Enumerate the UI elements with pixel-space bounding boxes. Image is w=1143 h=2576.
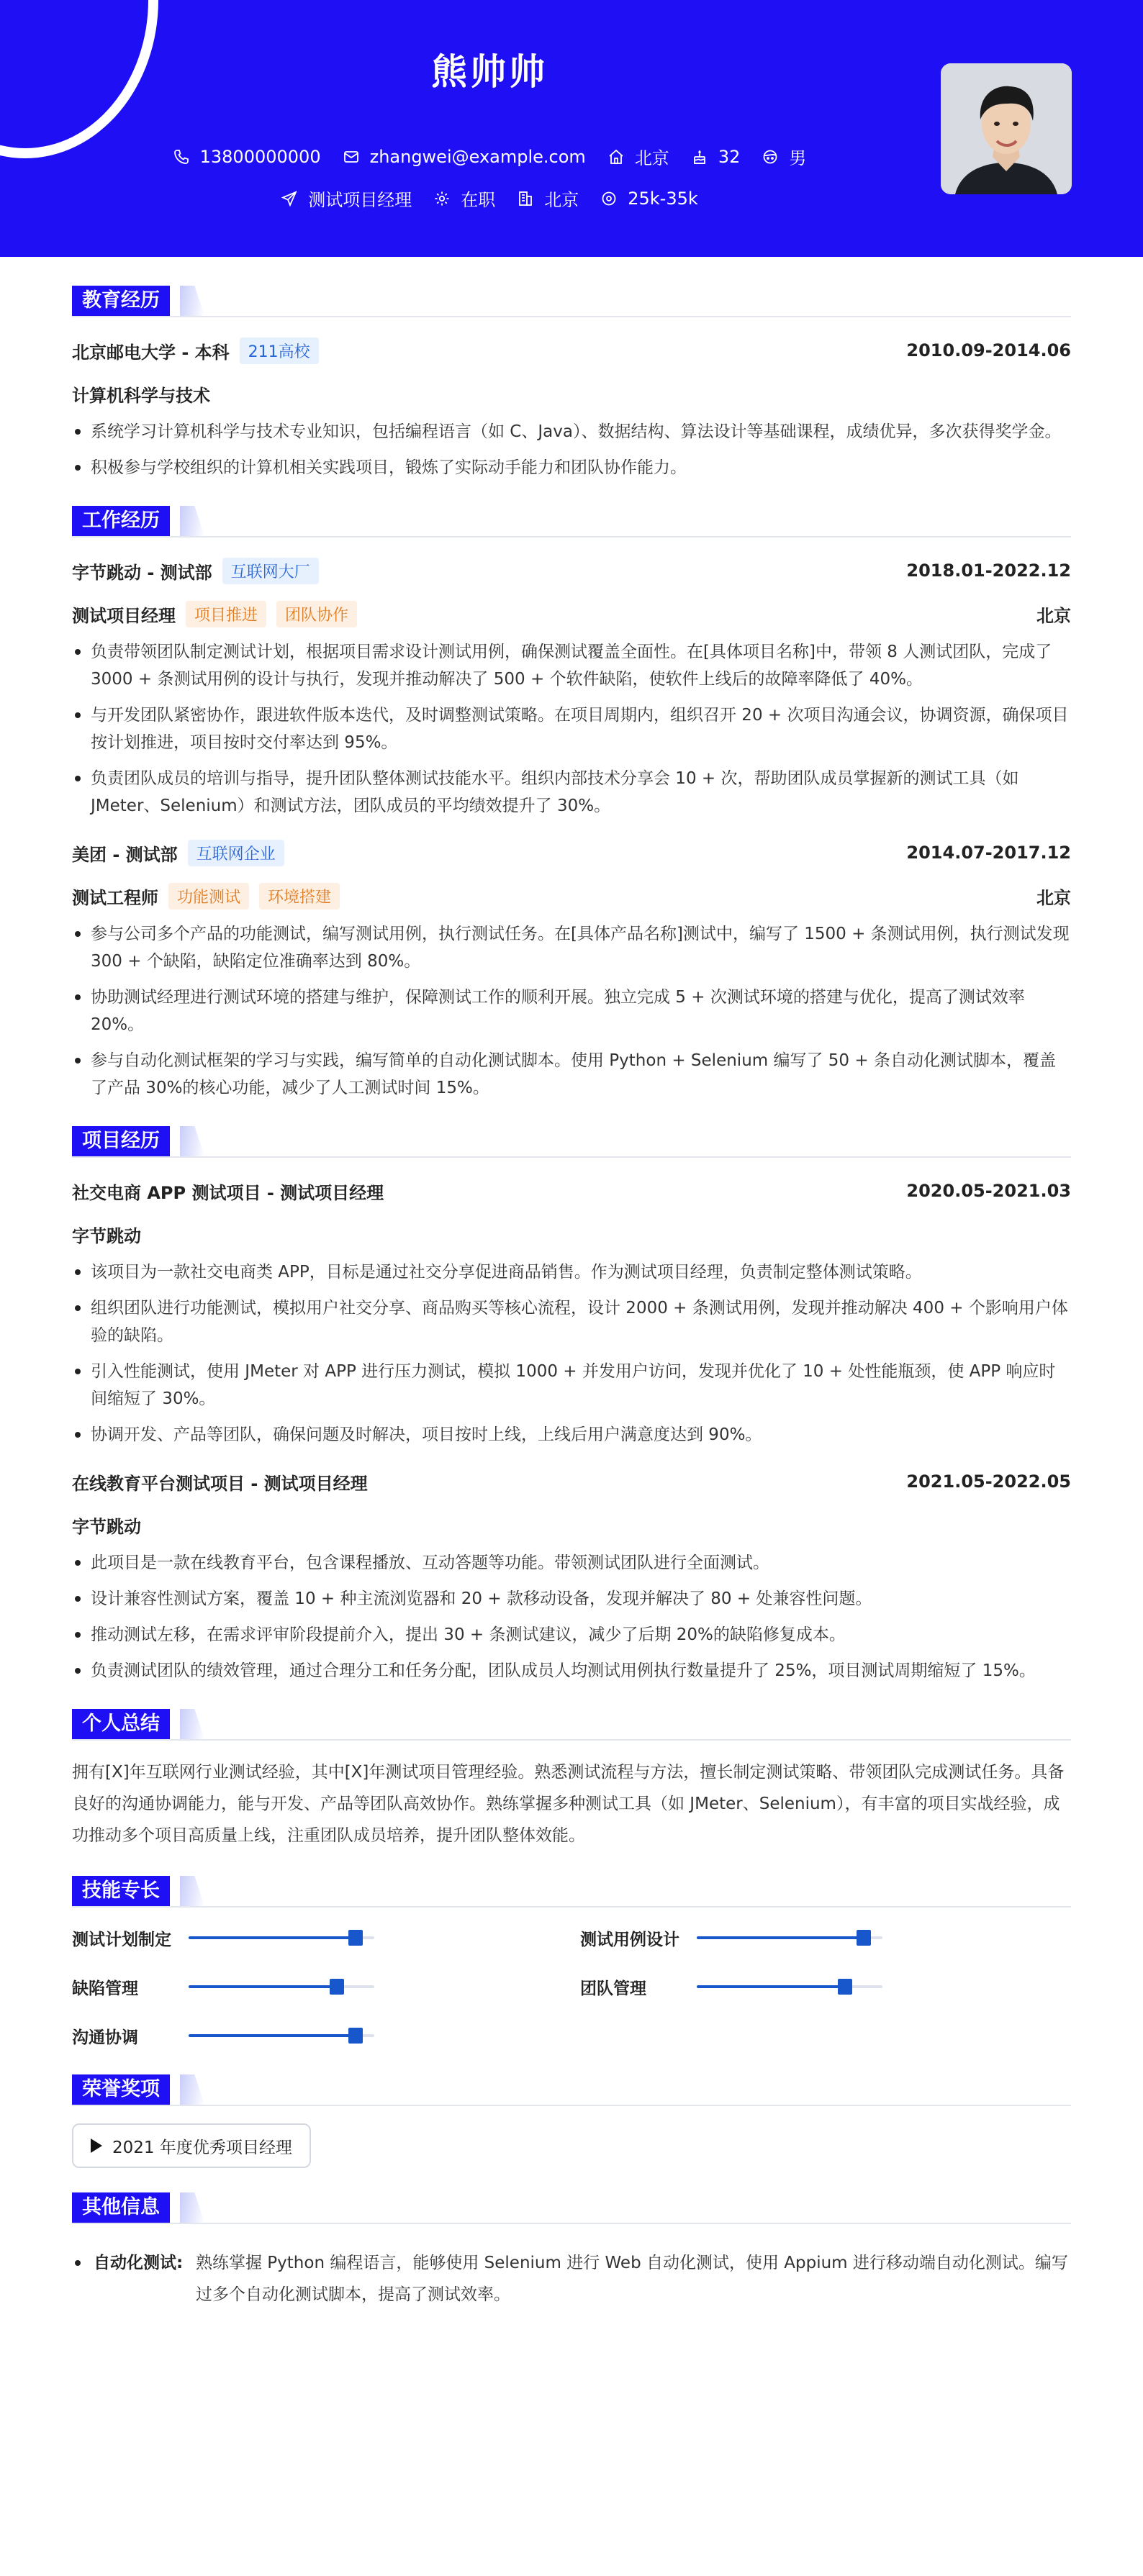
skill-level-knob — [348, 2028, 363, 2044]
gender-icon — [762, 148, 779, 165]
salary-text: 25k-35k — [628, 188, 698, 209]
section-summary-header — [72, 1706, 1071, 1741]
skill-level-bar — [189, 2034, 374, 2037]
list-item: 设计兼容性测试方案，覆盖 10 + 种主流浏览器和 20 + 款移动设备，发现并解决了 80 + 处兼容性问题。 — [72, 1585, 1071, 1613]
money-icon — [600, 190, 618, 207]
section-title: 工作经历 — [72, 506, 170, 536]
skill-item — [72, 1972, 580, 2001]
list-item: 负责带领团队制定测试计划，根据项目需求设计测试用例，确保测试覆盖全面性。在[具体项目名称]中，带领 8 人测试团队，完成了 3000 + 条测试用例的设计与执行，发现并推动解决了 500 + 个软件缺陷，使软件上线后的故障率降低了 40%。 — [72, 638, 1071, 693]
role-tag: 功能测试 — [168, 883, 249, 910]
gear-icon — [433, 190, 451, 207]
list-item: 参与公司多个产品的功能测试，编写测试用例，执行测试任务。在[具体产品名称]测试中，编写了 1500 + 条测试用例，执行测试发现 300 + 个缺陷，缺陷定位准确率达到 80%。 — [72, 920, 1071, 975]
section-title: 其他信息 — [72, 2192, 170, 2223]
list-item: 此项目是一款在线教育平台，包含课程播放、互动答题等功能。带领测试团队进行全面测试。 — [72, 1549, 1071, 1577]
list-item: 负责测试团队的绩效管理，通过合理分工和任务分配，团队成员人均测试用例执行数量提升了 25%，项目测试周期缩短了 15%。 — [72, 1657, 1071, 1684]
list-item: 参与自动化测试框架的学习与实践，编写简单的自动化测试脚本。使用 Python + Selenium 编写了 50 + 条自动化测试脚本，覆盖了产品 30%的核心功能，减少了人工测试时间 15%。 — [72, 1047, 1071, 1102]
skills-grid — [72, 1923, 1071, 2050]
city-info — [517, 186, 579, 211]
building-icon — [517, 190, 534, 207]
age-info — [691, 147, 741, 167]
send-icon — [281, 190, 298, 207]
other-info-text: 熟练掌握 Python 编程语言，能够使用 Selenium 进行 Web 自动化测试，使用 Appium 进行移动端自动化测试。编写过多个自动化测试脚本，提高了测试效率。 — [196, 2254, 1068, 2304]
list-item: 引入性能测试，使用 JMeter 对 APP 进行压力测试，模拟 1000 + 并发用户访问，发现并优化了 10 + 处性能瓶颈，使 APP 响应时间缩短了 30%。 — [72, 1358, 1071, 1412]
award-text: 2021 年度优秀项目经理 — [112, 2138, 292, 2157]
list-item: 推动测试左移，在需求评审阶段提前介入，提出 30 + 条测试建议，减少了后期 20%的缺陷修复成本。 — [72, 1621, 1071, 1648]
job-location: 北京 — [1036, 887, 1071, 908]
home-icon — [607, 148, 625, 165]
other-info-label: 自动化测试: — [72, 2247, 196, 2310]
section-projects-header — [72, 1123, 1071, 1158]
skill-name: 缺陷管理 — [72, 1979, 138, 1998]
status-text: 在职 — [461, 190, 496, 210]
project-bullets — [72, 1258, 1071, 1448]
skill-level-fill — [189, 2034, 356, 2037]
skill-name: 测试计划制定 — [72, 1930, 171, 1949]
list-item: 组织团队进行功能测试，模拟用户社交分享、商品购买等核心流程，设计 2000 + 条测试用例，发现并推动解决 400 + 个影响用户体验的缺陷。 — [72, 1294, 1071, 1349]
mail-icon — [343, 148, 360, 165]
education-bullets — [72, 418, 1071, 481]
section-title-decoration — [180, 286, 204, 316]
work-period: 2014.07-2017.12 — [906, 843, 1071, 863]
phone-info — [173, 147, 321, 167]
skill-level-fill — [189, 1985, 337, 1988]
skill-level-fill — [697, 1985, 845, 1988]
work-bullets — [72, 638, 1071, 820]
project-company: 字节跳动 — [72, 1225, 141, 1246]
summary-text: 拥有[X]年互联网行业测试经验，其中[X]年测试项目管理经验。熟悉测试流程与方法，擅长制定测试策略、带领团队完成测试任务。具备良好的沟通协调能力，能与开发、产品等团队高效协作。熟练掌握多种测试工具（如 JMeter、Selenium），有丰富的项目实战经验，成功推动多个项目高质量上线，注重团队成员培养，提升团队整体效能。 — [72, 1763, 1065, 1845]
work-bullets — [72, 920, 1071, 1102]
skill-level-bar — [697, 1985, 882, 1988]
target-position-info — [281, 186, 412, 211]
target-position-text: 测试项目经理 — [308, 190, 412, 210]
project-name: 在线教育平台测试项目 - 测试项目经理 — [72, 1473, 368, 1494]
company-tag: 互联网大厂 — [222, 558, 319, 584]
salary-info — [600, 189, 698, 209]
section-education-header — [72, 283, 1071, 317]
skill-level-fill — [189, 1936, 356, 1939]
section-skills-header — [72, 1873, 1071, 1908]
skill-name: 沟通协调 — [72, 2028, 138, 2047]
role-tag: 项目推进 — [186, 601, 266, 627]
phone-text: 13800000000 — [199, 146, 321, 167]
hometown-info — [607, 144, 669, 169]
section-title-decoration — [180, 506, 204, 536]
role-tag: 环境搭建 — [259, 883, 340, 910]
project-bullets — [72, 1549, 1071, 1684]
role-tag: 团队协作 — [276, 601, 357, 627]
job-intent-row — [0, 186, 979, 211]
gender-info — [762, 144, 806, 169]
section-title: 荣誉奖项 — [72, 2074, 170, 2105]
work-entry-1 — [72, 556, 1071, 820]
skill-level-bar — [189, 1985, 374, 1988]
award-item[interactable] — [72, 2123, 311, 2168]
skill-name: 测试用例设计 — [580, 1930, 679, 1949]
project-entry-2 — [72, 1467, 1071, 1684]
section-title-decoration — [180, 1876, 204, 1906]
play-triangle-icon — [91, 2139, 102, 2153]
section-work-header — [72, 503, 1071, 538]
section-title-decoration — [180, 2192, 204, 2223]
list-item: 协助测试经理进行测试环境的搭建与维护，保障测试工作的顺利开展。独立完成 5 + 次测试环境的搭建与优化，提高了测试效率 20%。 — [72, 984, 1071, 1038]
education-entry — [72, 336, 1071, 481]
gender-text: 男 — [789, 148, 807, 168]
skill-item — [580, 1923, 1071, 1952]
skill-level-knob — [348, 1930, 363, 1946]
skill-item — [72, 2021, 580, 2050]
education-period: 2010.09-2014.06 — [906, 340, 1071, 360]
skill-level-knob — [330, 1979, 344, 1995]
list-item: 该项目为一款社交电商类 APP，目标是通过社交分享促进商品销售。作为测试项目经理，负责制定整体测试策略。 — [72, 1258, 1071, 1286]
company-name: 字节跳动 - 测试部 — [72, 562, 212, 583]
project-name: 社交电商 APP 测试项目 - 测试项目经理 — [72, 1182, 384, 1203]
status-info — [433, 186, 495, 211]
company-name: 美团 - 测试部 — [72, 844, 178, 865]
avatar — [941, 63, 1072, 194]
major-name: 计算机科学与技术 — [72, 385, 210, 406]
section-title: 个人总结 — [72, 1709, 170, 1739]
list-item: 与开发团队紧密协作，跟进软件版本迭代，及时调整测试策略。在项目周期内，组织召开 20 + 次项目沟通会议，协调资源，确保项目按计划推进，项目按时交付率达到 95%。 — [72, 702, 1071, 756]
resume-content — [72, 257, 1071, 2310]
project-company: 字节跳动 — [72, 1516, 141, 1537]
work-period: 2018.01-2022.12 — [906, 561, 1071, 581]
section-title-decoration — [180, 1126, 204, 1156]
list-item: 系统学习计算机科学与技术专业知识，包括编程语言（如 C、Java）、数据结构、算法设计等基础课程，成绩优异，多次获得奖学金。 — [72, 418, 1071, 445]
avatar-portrait-icon — [941, 63, 1072, 194]
email-text: zhangwei@example.com — [369, 146, 586, 167]
resume-header — [0, 0, 1143, 257]
section-title: 教育经历 — [72, 286, 170, 316]
section-awards-header — [72, 2072, 1071, 2106]
email-info — [343, 147, 586, 167]
job-role: 测试项目经理 — [72, 605, 176, 626]
contact-info-row — [0, 144, 979, 169]
skill-level-bar — [189, 1936, 374, 1939]
section-title-decoration — [180, 1709, 204, 1739]
section-other-header — [72, 2190, 1071, 2224]
project-period: 2020.05-2021.03 — [906, 1181, 1071, 1201]
project-period: 2021.05-2022.05 — [906, 1471, 1071, 1492]
skill-level-bar — [697, 1936, 882, 1939]
company-tag: 互联网企业 — [188, 840, 284, 866]
hometown-text: 北京 — [634, 148, 669, 168]
section-title: 技能专长 — [72, 1876, 170, 1906]
other-info-item — [72, 2247, 1071, 2310]
job-role: 测试工程师 — [72, 887, 158, 908]
list-item: 负责团队成员的培训与指导，提升团队整体测试技能水平。组织内部技术分享会 10 + 次，帮助团队成员掌握新的测试工具（如 JMeter、Selenium）和测试方法，团队成员的平均绩效提升了 30%。 — [72, 765, 1071, 820]
work-entry-2 — [72, 838, 1071, 1102]
job-location: 北京 — [1036, 605, 1071, 626]
skill-item — [72, 1923, 580, 1952]
phone-icon — [173, 148, 190, 165]
skill-name: 团队管理 — [580, 1979, 646, 1998]
school-tag: 211高校 — [240, 337, 319, 364]
skill-level-knob — [857, 1930, 871, 1946]
city-text: 北京 — [544, 190, 579, 210]
section-title-decoration — [180, 2074, 204, 2105]
school-name: 北京邮电大学 - 本科 — [72, 342, 230, 363]
project-entry-1 — [72, 1176, 1071, 1448]
skill-level-knob — [838, 1979, 852, 1995]
list-item: 积极参与学校组织的计算机相关实践项目，锻炼了实际动手能力和团队协作能力。 — [72, 454, 1071, 481]
section-title: 项目经历 — [72, 1126, 170, 1156]
skill-level-fill — [697, 1936, 864, 1939]
list-item: 协调开发、产品等团队，确保问题及时解决，项目按时上线，上线后用户满意度达到 90%。 — [72, 1421, 1071, 1448]
skill-item — [580, 1972, 1071, 2001]
cake-icon — [691, 148, 708, 165]
age-text: 32 — [718, 146, 741, 167]
candidate-name: 熊帅帅 — [431, 51, 548, 93]
